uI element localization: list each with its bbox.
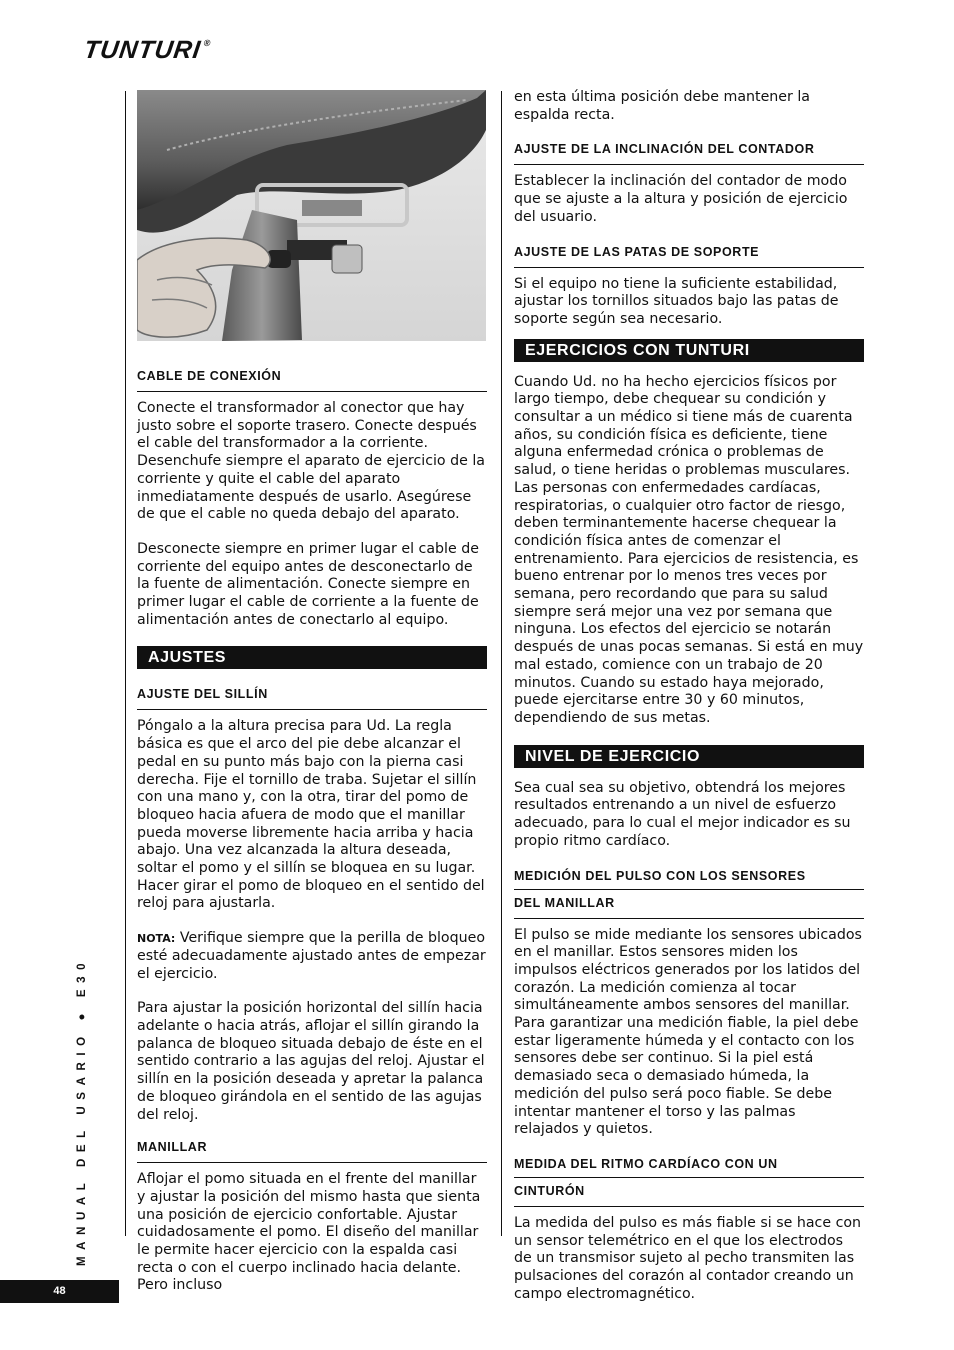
sillin-paragraph-1: Póngalo a la altura precisa para Ud. La regla básica es que el arco del pie debe alcanzar el pedal en su punto más bajo con la pierna casi derecha. Fije el tornillo de traba. Sujetar el sillín con una mano y, con la otra, tirar del pomo de bloqueo hacia afuera de modo que el manillar pueda moverse libremente hacia arriba y hacia abajo. Una vez alcanzada la altura deseada, soltar el pomo y el sillín se bloquea en su lugar. Hacer girar el pomo de bloqueo en el sentido del reloj para ajustarla. [137,718,485,912]
manillar-heading: MANILLAR [137,1134,487,1163]
continued-paragraph: en esta última posición debe mantener la espalda recta. [514,89,810,123]
medicion-heading-line-2: DEL MANILLAR [514,890,864,919]
cable-paragraph-1: Conecte el transformador al conector que hay justo sobre el soporte trasero. Conecte después el cable del transformador a la corriente. Desenchufe siempre el aparato de ejercicio de la corriente y quite el cable del aparato inmediatamente después de usarlo. Asegúrese de que el cable no queda debajo del aparato. [137,400,486,523]
left-column [137,363,487,1312]
cinturon-heading-line-1: MEDIDA DEL RITMO CARDÍACO CON UN [514,1156,778,1171]
cinturon-heading-line-2: CINTURÓN [514,1178,864,1207]
sillin-paragraph-2: Para ajustar la posición horizontal del sillín hacia adelante o hacia atrás, aflojar el sillín girando la palanca de bloqueo situada debajo de éste en el sentido contrario a las agujas del reloj. Ajustar el sillín en la posición deseada y apretar la palanca de bloqueo girándola en el sentido de las agujas del reloj. [137,1000,485,1123]
middle-divider [501,91,502,1236]
ejercicios-section-bar: EJERCICIOS CON TUNTURI [514,339,864,362]
nota-text: Verifique siempre que la perilla de bloqueo esté adecuadamente ajustado antes de empezar el ejercicio. [137,930,486,982]
page-number: 48 [0,1280,119,1303]
seat-adjustment-photo [137,90,486,341]
manillar-paragraph: Aflojar el pomo situada en el frente del manillar y ajustar la posición del mismo hasta que sienta una posición de ejercicio confortable. Ajustar cuidadosamente el pomo. El diseño del manillar le permite hacer ejercicio con la espalda casi recta o con el cuerpo inclinado hacia delante. Pero incluso [137,1171,481,1294]
brand-logo: TUNTURI® [82,36,213,64]
medicion-heading-line-1: MEDICIÓN DEL PULSO CON LOS SENSORES [514,868,806,883]
medicion-paragraph: El pulso se mide mediante los sensores ubicados en el manillar. Estos sensores miden los impulsos eléctricos generados por los latidos del corazón. La medición comienza al tocar simultáneamente ambos sensores del manillar. Para garantizar una medición fiable, la piel debe estar ligeramente húmeda y el contacto con los sensores debe ser continuo. Si la piel está demasiado seca o demasiado húmeda, la medición del pulso será poco fiable. Se debe intentar mantener el torso y las palmas relajados y quietos. [514,926,862,1138]
contador-paragraph: Establecer la inclinación del contador de modo que se ajuste a la altura y posición de ejercicio del usuario. [514,173,848,225]
nivel-section-bar: NIVEL DE EJERCICIO [514,745,864,768]
nota-paragraph [137,930,487,983]
sidebar-manual-title: MANUAL DEL USARIO ● E30 [76,956,88,1266]
contador-heading: AJUSTE DE LA INCLINACIÓN DEL CONTADOR [514,136,864,165]
patas-paragraph: Si el equipo no tiene la suficiente estabilidad, ajustar los tornillos situados bajo las patas de soporte según sea necesario. [514,275,839,327]
right-column [514,89,864,1320]
ajustes-section-bar: AJUSTES [137,646,487,669]
cinturon-paragraph: La medida del pulso es más fiable si se hace con un sensor telemétrico en el que los electrodos de un transmisor sujeto al pecho transmiten las pulsaciones del corazón al contador creando un campo electromagnético. [514,1214,862,1302]
cable-paragraph-2: Desconecte siempre en primer lugar el cable de corriente del equipo antes de desconectarlo de la fuente de alimentación. Conecte siempre en primer lugar el cable de corriente a la fuente de alimentación antes de conectarlo al equipo. [137,540,479,628]
nota-label: NOTA: [137,932,176,946]
bullet-icon: ● [76,1006,88,1021]
nivel-paragraph: Sea cual sea su objetivo, obtendrá los mejores resultados entrenando a un nivel de esfuerzo adecuado, para lo cual el mejor indicador es su propio ritmo cardíaco. [514,779,851,849]
left-divider [125,91,126,1236]
patas-heading: AJUSTE DE LAS PATAS DE SOPORTE [514,239,864,268]
cable-heading: CABLE DE CONEXIÓN [137,363,487,392]
ejercicios-paragraph: Cuando Ud. no ha hecho ejercicios físicos por largo tiempo, debe chequear su condición y consultar a un médico si tiene más de cuarenta años, su condición física es deficiente, tiene alguna enfermedad crónica o problemas de salud, o tiene heridas o problemas musculares. Las personas con enfermedades cardíacas, respiratorias, o cualquier otro factor de riesgo, deben terminantemente hacerse chequear la condición física antes de comenzar el entrenamiento. Para ejercicios de resistencia, es bueno entrenar por lo menos tres veces por semana, pero recordando que para su salud siempre será mejor una vez por semana que ninguna. Los efectos del ejercicio se notarán después de unas pocas semanas. Si está en muy mal estado, comience con un trabajo de 20 minutos. Cuando su estado haya mejorado, puede ejercitarse entre 30 y 60 minutos, dependiendo de sus metas. [514,373,864,726]
sillin-heading: AJUSTE DEL SILLÍN [137,681,487,710]
